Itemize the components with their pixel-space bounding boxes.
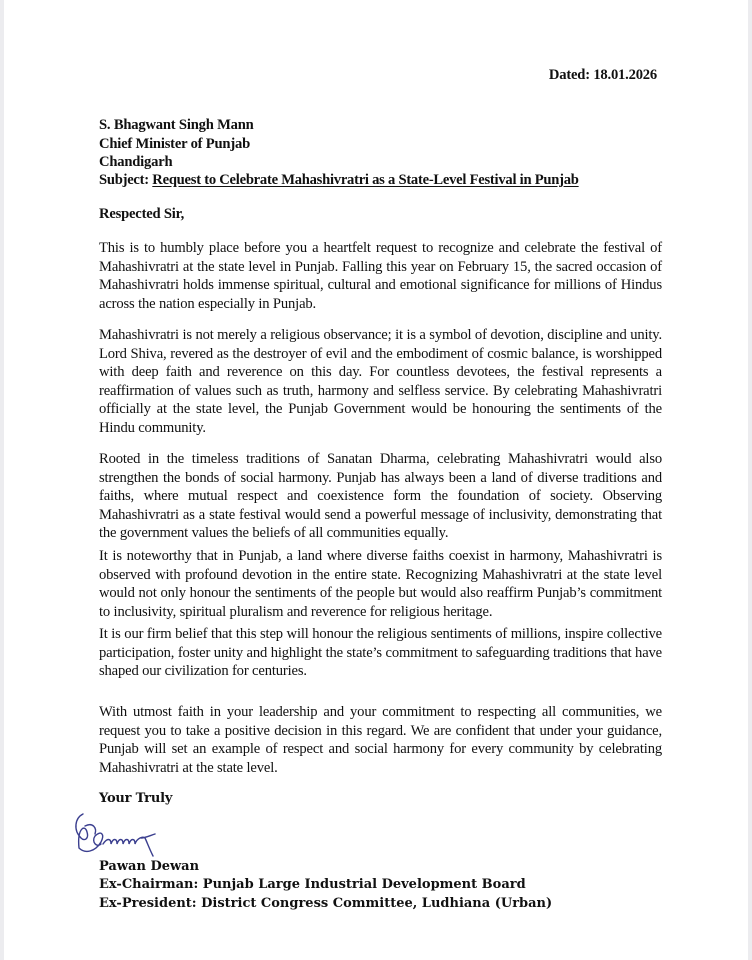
recipient-name: S. Bhagwant Singh Mann	[99, 117, 254, 133]
recipient-title: Chief Minister of Punjab	[99, 135, 250, 152]
subject-text: Request to Celebrate Mahashivratri as a State-Level Festival in Punjab	[152, 172, 579, 188]
closing: Your Truly	[99, 791, 173, 806]
paragraph: This is to humbly place before you a heartfelt request to recognize and celebrate the festival of Mahashivratri at the state level in Punjab. Falling this year on February 15, the sacred occasion of Mahashivratri holds immense spiritual, cultural and emotional significance for millions of Hindus across the nation especially in Punjab.	[99, 240, 662, 312]
paragraph: It is our firm belief that this step will honour the religious sentiments of millions, inspire collective participation, foster unity and highlight the state’s commitment to safeguarding traditions that have shaped our civilization for centuries.	[99, 626, 662, 680]
letter-page	[4, 0, 748, 960]
letter-date: Dated: 18.01.2026	[548, 67, 657, 83]
recipient-block	[99, 116, 254, 172]
sender-block	[99, 858, 552, 913]
sender-name: Pawan Dewan	[99, 859, 200, 874]
paragraph: Mahashivratri is not merely a religious observance; it is a symbol of devotion, discipline and unity. Lord Shiva, revered as the destroyer of evil and the embodiment of cosmic balance, is worshipped with deep faith and reverence on this day. For countless devotees, the festival represents a reaffirmation of values such as truth, harmony and selfless service. By celebrating Mahashivratri officially at the state level, the Punjab Government would be honouring the sentiments of the Hindu community.	[99, 327, 662, 436]
paragraph: With utmost faith in your leadership and your commitment to respecting all communities, we request you to take a positive decision in this regard. We are confident that under your guidance, Punjab will set an example of respect and social harmony for every community by celebrating Mahashivratri at the state level.	[99, 704, 662, 776]
sender-designation-1: Ex-Chairman: Punjab Large Industrial Development Board	[99, 877, 526, 893]
sender-designation-2: Ex-President: District Congress Committee, Ludhiana (Urban)	[99, 895, 553, 911]
signature-icon	[71, 808, 181, 860]
paragraph: It is noteworthy that in Punjab, a land where diverse faiths coexist in harmony, Mahashivratri is observed with profound devotion in the entire state. Recognizing Mahashivratri at the state level would not only honour the sentiments of the people but would also reaffirm Punjab’s commitment to inclusivity, spiritual pluralism and reverence for religious heritage.	[99, 548, 662, 620]
paragraph: Rooted in the timeless traditions of Sanatan Dharma, celebrating Mahashivratri would also strengthen the bonds of social harmony. Punjab has always been a land of diverse traditions and faiths, where mutual respect and coexistence form the foundation of society. Observing Mahashivratri as a state festival would send a powerful message of inclusivity, demonstrating that the government values the beliefs of all communities equally.	[99, 451, 662, 542]
salutation: Respected Sir,	[99, 206, 185, 222]
subject-label: Subject:	[99, 172, 153, 188]
recipient-location: Chandigarh	[99, 154, 173, 170]
subject-line	[99, 171, 579, 190]
